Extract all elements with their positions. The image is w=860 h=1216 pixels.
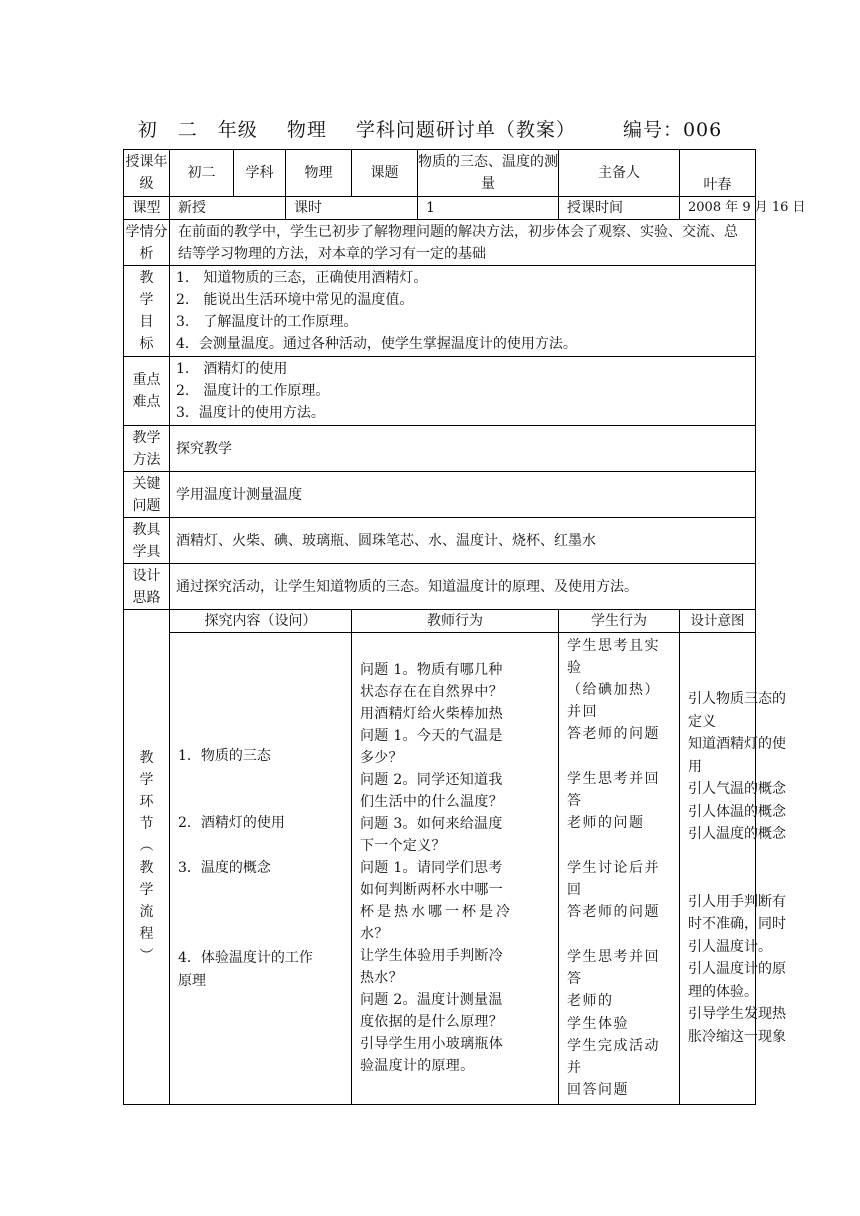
key-question-text: 学用温度计测量温度 <box>170 472 756 518</box>
header-teacher: 教师行为 <box>352 610 559 633</box>
goals-list <box>170 266 756 357</box>
row-process-body <box>124 633 756 1105</box>
process-intent-column: 引人物质三态的 定义 知道酒精灯的使 用 引人气温的概念 引人体温的概念 引人温度的概念 引人用手判断有 时不准确，同时 引人温度计。 引人温度计的原 理的体验。 引导学生发现热 胀冷缩这一现象 <box>680 633 756 1105</box>
title-doc: 学科问题研讨单（教案） <box>355 119 576 141</box>
lead-value: 叶春 <box>680 150 756 197</box>
hours-label: 课时 <box>286 197 418 220</box>
tools-text: 酒精灯、火柴、碘、玻璃瓶、圆珠笔芯、水、温度计、烧杯、红墨水 <box>170 518 756 564</box>
topic-label: 课题 <box>352 150 418 197</box>
goals-label: 教学目标 <box>124 266 170 357</box>
goal-item: 4．会测量温度。通过各种活动，使学生掌握温度计的使用方法。 <box>176 336 577 352</box>
goal-item: 2. 能说出生活环境中常见的温度值。 <box>176 292 414 308</box>
row-design <box>124 564 756 610</box>
row-tools <box>124 518 756 564</box>
row-goals <box>124 266 756 357</box>
title-number: 编号：006 <box>622 119 723 141</box>
document-title <box>0 115 860 142</box>
row-keypoints <box>124 357 756 426</box>
row-method <box>124 426 756 472</box>
topic-value: 物质的三态、温度的测量 <box>418 150 559 197</box>
type-value: 新授 <box>170 197 286 220</box>
keypoint-item: 2. 温度计的工作原理。 <box>176 383 330 399</box>
grade-value: 初二 <box>170 150 234 197</box>
process-label-chars: 教 学 环 节 ︵ 教 学 流 程 ︶ <box>139 749 154 964</box>
goal-item: 3. 了解温度计的工作原理。 <box>176 314 358 330</box>
method-label: 教学方法 <box>124 426 170 472</box>
analysis-text: 在前面的教学中，学生已初步了解物理问题的解决方法，初步体会了观察、实验、交流、总结等学习物理的方法，对本章的学习有一定的基础 <box>170 220 756 266</box>
keypoint-item: 3．温度计的使用方法。 <box>176 405 325 421</box>
row-process-header <box>124 610 756 633</box>
process-student-column: 学生思考且实验 （给碘加热）并回 答老师的问题 学生思考并回答 老师的问题 学生讨论后并回 答老师的问题 学生思考并回答 老师的 学生体验 学生完成活动并 回答问题 <box>559 633 680 1105</box>
time-value: 2008 年 9 月 16 日 <box>680 197 756 220</box>
analysis-label: 学情分析 <box>124 220 170 266</box>
design-label: 设计思路 <box>124 564 170 610</box>
goal-item: 1. 知道物质的三态，正确使用酒精灯。 <box>176 270 428 286</box>
process-content-column: 1．物质的三态 2．酒精灯的使用 3．温度的概念 4．体验温度计的工作 原理 <box>170 633 352 1105</box>
subject-label: 学科 <box>234 150 286 197</box>
lead-label: 主备人 <box>559 150 680 197</box>
grade-label: 授课年级 <box>124 150 170 197</box>
method-text: 探究教学 <box>170 426 756 472</box>
title-grade: 初 二 年级 <box>137 119 258 141</box>
process-teacher-column: 问题 1。物质有哪几种 状态存在在自然界中？ 用酒精灯给火柴棒加热 问题 1。今天的气温是 多少？ 问题 2。同学还知道我 们生活中的什么温度？ 问题 3。如何来给温度 下一个定义？ 问题 1。请同学们思考 如何判断两杯水中哪一 杯是热水哪一杯是冷 水？ 让学生体验用手判断冷 热水？ 问题 2。温度计测量温 度依据的是什么原理？ 引导学生用小玻璃瓶体 验温度计的原理。 <box>352 633 559 1105</box>
header-student: 学生行为 <box>559 610 680 633</box>
design-text: 通过探究活动，让学生知道物质的三态。知道温度计的原理、及使用方法。 <box>170 564 756 610</box>
keypoints-label: 重点难点 <box>124 357 170 426</box>
lesson-plan-table <box>123 149 806 1105</box>
type-label: 课型 <box>124 197 170 220</box>
time-label: 授课时间 <box>559 197 680 220</box>
process-label <box>124 610 170 1105</box>
row-key-question <box>124 472 756 518</box>
keypoints-list <box>170 357 756 426</box>
header-content: 探究内容（设问） <box>170 610 352 633</box>
tools-label: 教具学具 <box>124 518 170 564</box>
header-intent: 设计意图 <box>680 610 756 633</box>
keypoint-item: 1. 酒精灯的使用 <box>176 361 288 377</box>
subject-value: 物理 <box>286 150 352 197</box>
title-subject: 物理 <box>286 119 327 141</box>
key-question-label: 关键问题 <box>124 472 170 518</box>
row-basic-info <box>124 150 756 197</box>
row-lesson-type <box>124 197 756 220</box>
row-analysis <box>124 220 756 266</box>
hours-value: 1 <box>418 197 559 220</box>
